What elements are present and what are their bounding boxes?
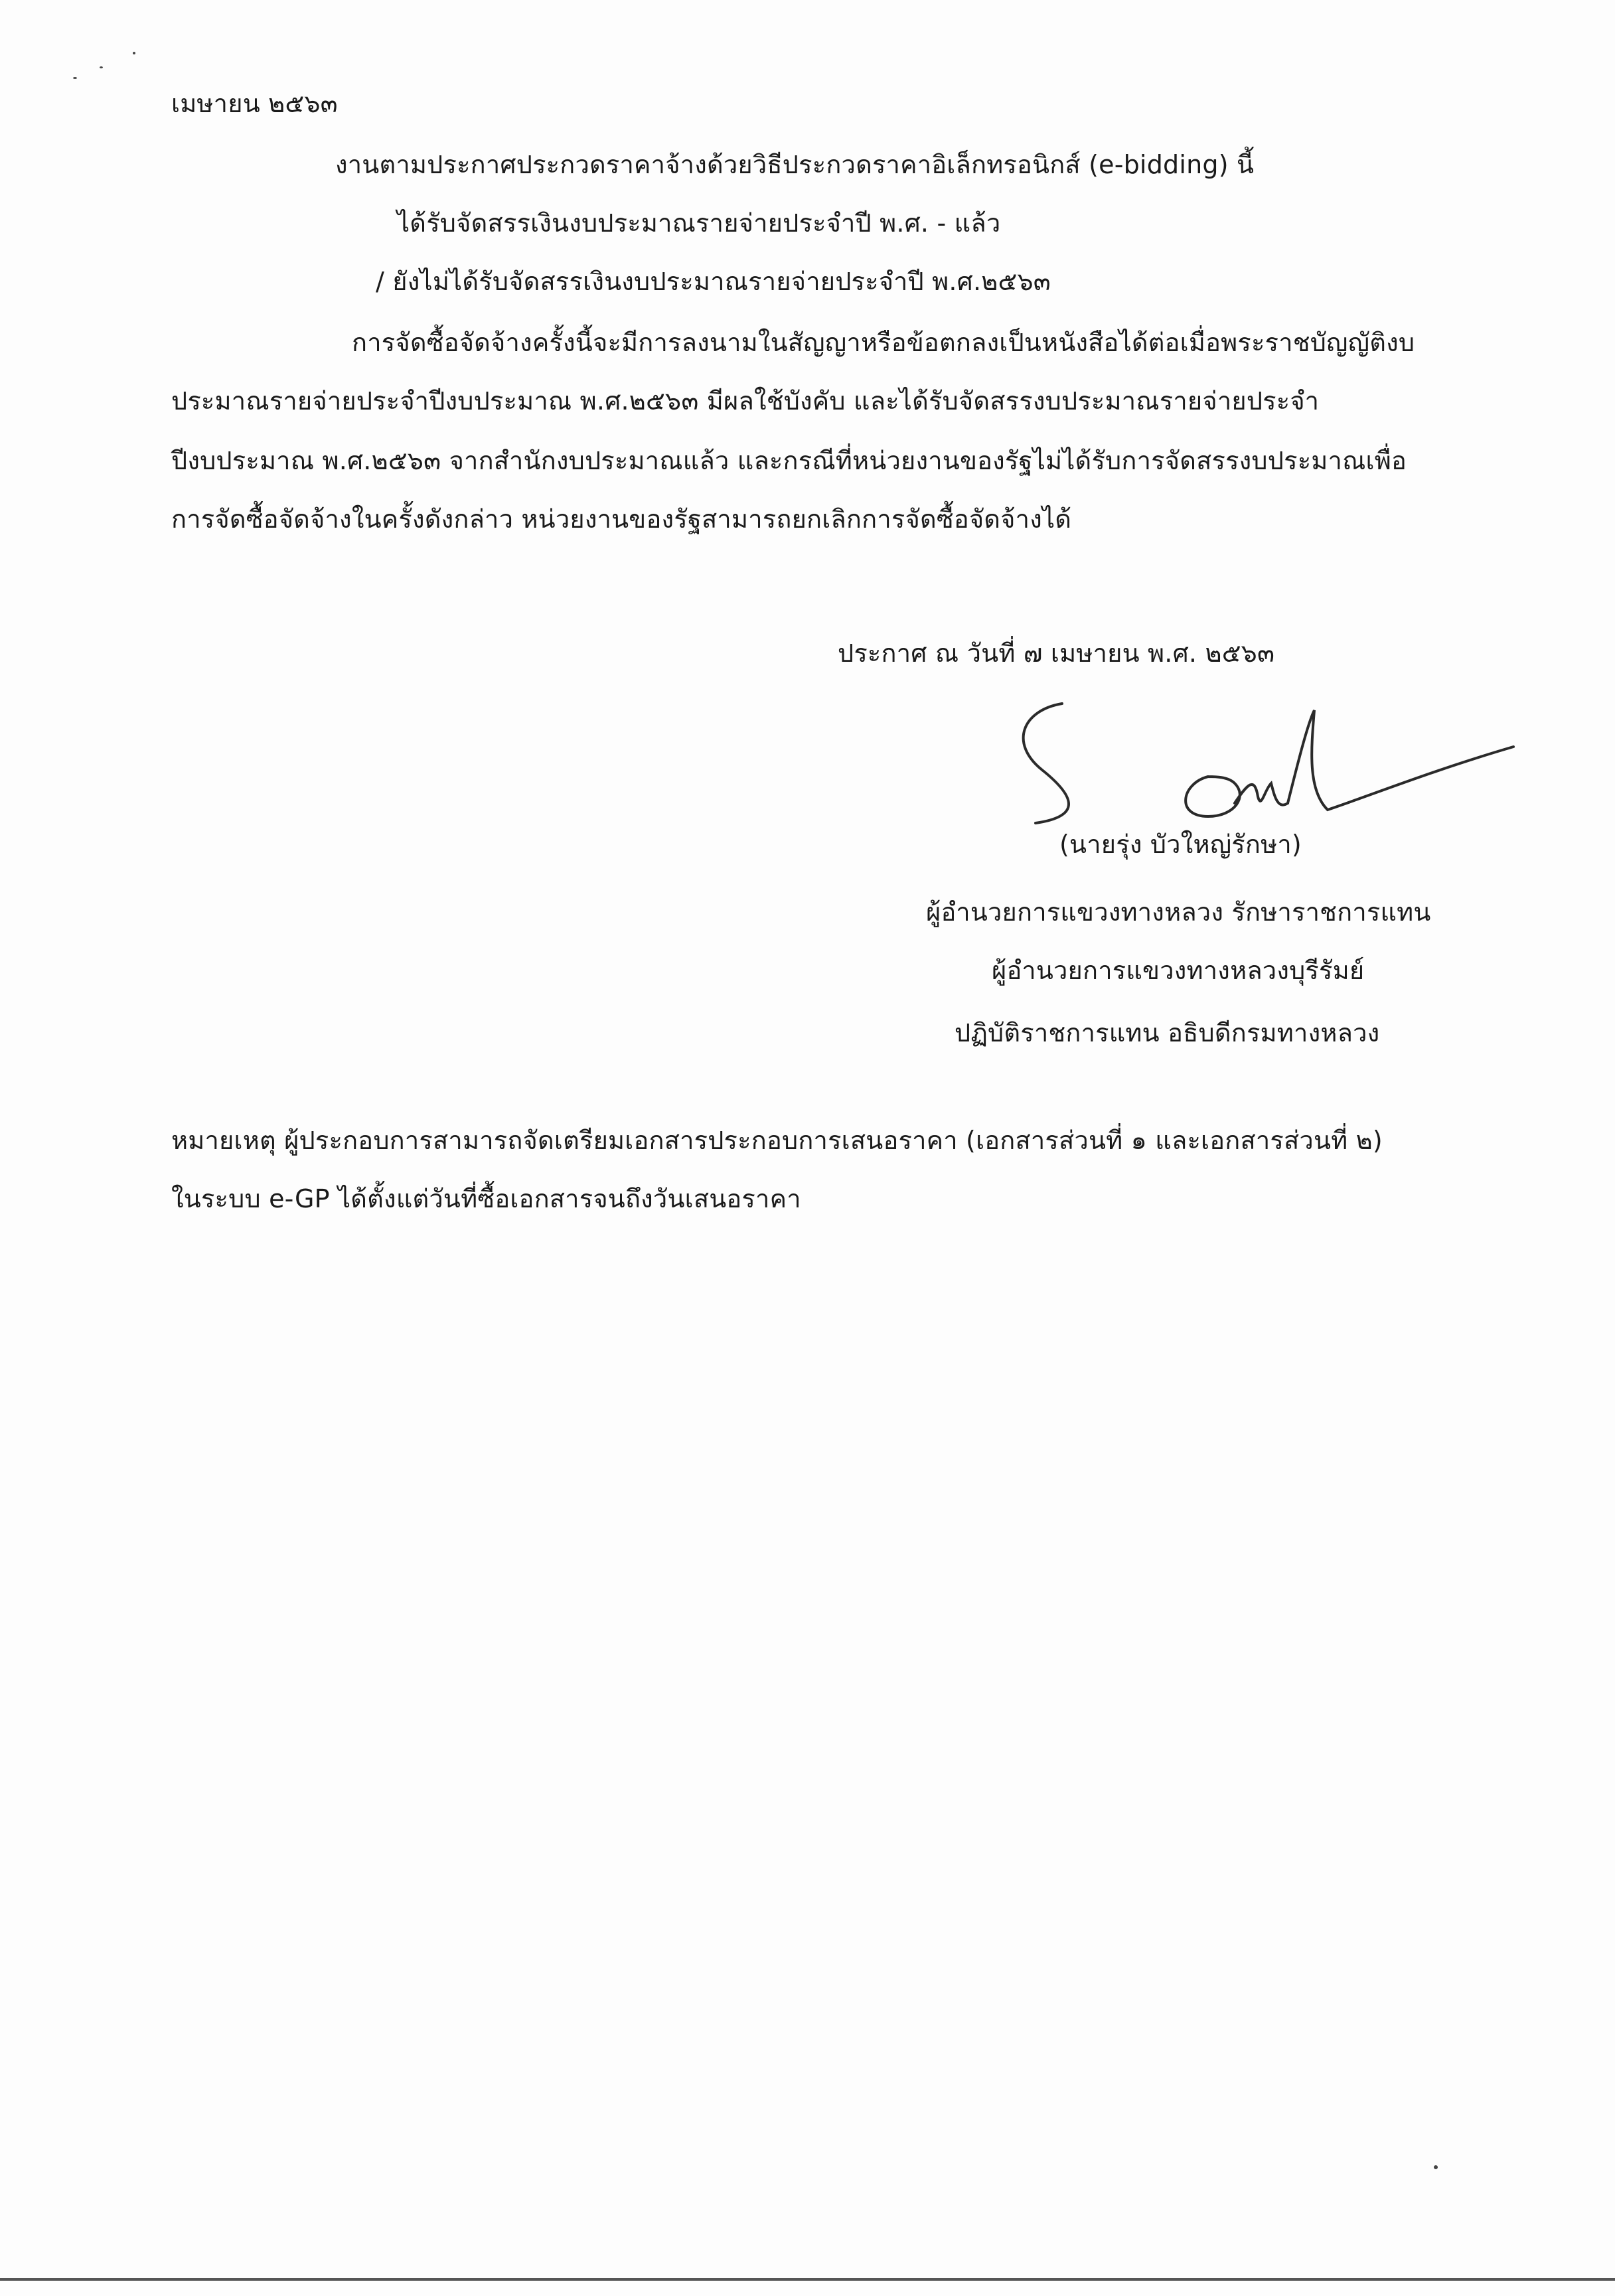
body-line-1: งานตามประกาศประกวดราคาจ้างด้วยวิธีประกวดราคาอิเล็กทรอนิกส์ (e-bidding) นี้: [335, 150, 1255, 179]
signatory-title-1: ผู้อำนวยการแขวงทางหลวง รักษาราชการแทน: [926, 897, 1431, 927]
signatory-title-2: ผู้อำนวยการแขวงทางหลวงบุรีรัมย์: [992, 956, 1365, 985]
note-line-2: ในระบบ e-GP ได้ตั้งแต่วันที่ซื้อเอกสารจนถึงวันเสนอราคา: [171, 1184, 801, 1213]
note-line-1: หมายเหตุ ผู้ประกอบการสามารถจัดเตรียมเอกสารประกอบการเสนอราคา (เอกสารส่วนที่ ๑ และเอกสารส่วนที่ ๒): [171, 1126, 1383, 1155]
signature-icon: [996, 684, 1527, 843]
header-month-year: เมษายน ๒๕๖๓: [171, 89, 338, 118]
scan-speck: [73, 77, 77, 79]
paragraph-line-1: การจัดซื้อจัดจ้างครั้งนี้จะมีการลงนามในสัญญาหรือข้อตกลงเป็นหนังสือได้ต่อเมื่อพระราชบัญญัติงบ: [352, 328, 1415, 357]
paragraph-line-3: ปีงบประมาณ พ.ศ.๒๕๖๓ จากสำนักงบประมาณแล้ว และกรณีที่หน่วยงานของรัฐไม่ได้รับการจัดสรรงบประมาณเพื่อ: [171, 446, 1407, 475]
body-line-3: / ยังไม่ได้รับจัดสรรเงินงบประมาณรายจ่ายประจำปี พ.ศ.๒๕๖๓: [376, 267, 1051, 296]
paragraph-line-4: การจัดซื้อจัดจ้างในครั้งดังกล่าว หน่วยงานของรัฐสามารถยกเลิกการจัดซื้อจัดจ้างได้: [171, 504, 1072, 534]
paragraph-line-2: ประมาณรายจ่ายประจำปีงบประมาณ พ.ศ.๒๕๖๓ มีผลใช้บังคับ และได้รับจัดสรรงบประมาณรายจ่ายประจำ: [171, 386, 1320, 416]
scan-speck: [133, 52, 135, 54]
bottom-border: [0, 2278, 1615, 2281]
signatory-name: (นายรุ่ง บัวใหญ่รักษา): [1059, 830, 1302, 859]
body-line-2: ได้รับจัดสรรเงินงบประมาณรายจ่ายประจำปี พ.ศ. - แล้ว: [397, 208, 1001, 238]
scan-speck: [1434, 2165, 1438, 2169]
signatory-title-3: ปฏิบัติราชการแทน อธิบดีกรมทางหลวง: [955, 1018, 1380, 1047]
scan-speck: [100, 66, 103, 68]
announcement-date: ประกาศ ณ วันที่ ๗ เมษายน พ.ศ. ๒๕๖๓: [838, 639, 1275, 668]
